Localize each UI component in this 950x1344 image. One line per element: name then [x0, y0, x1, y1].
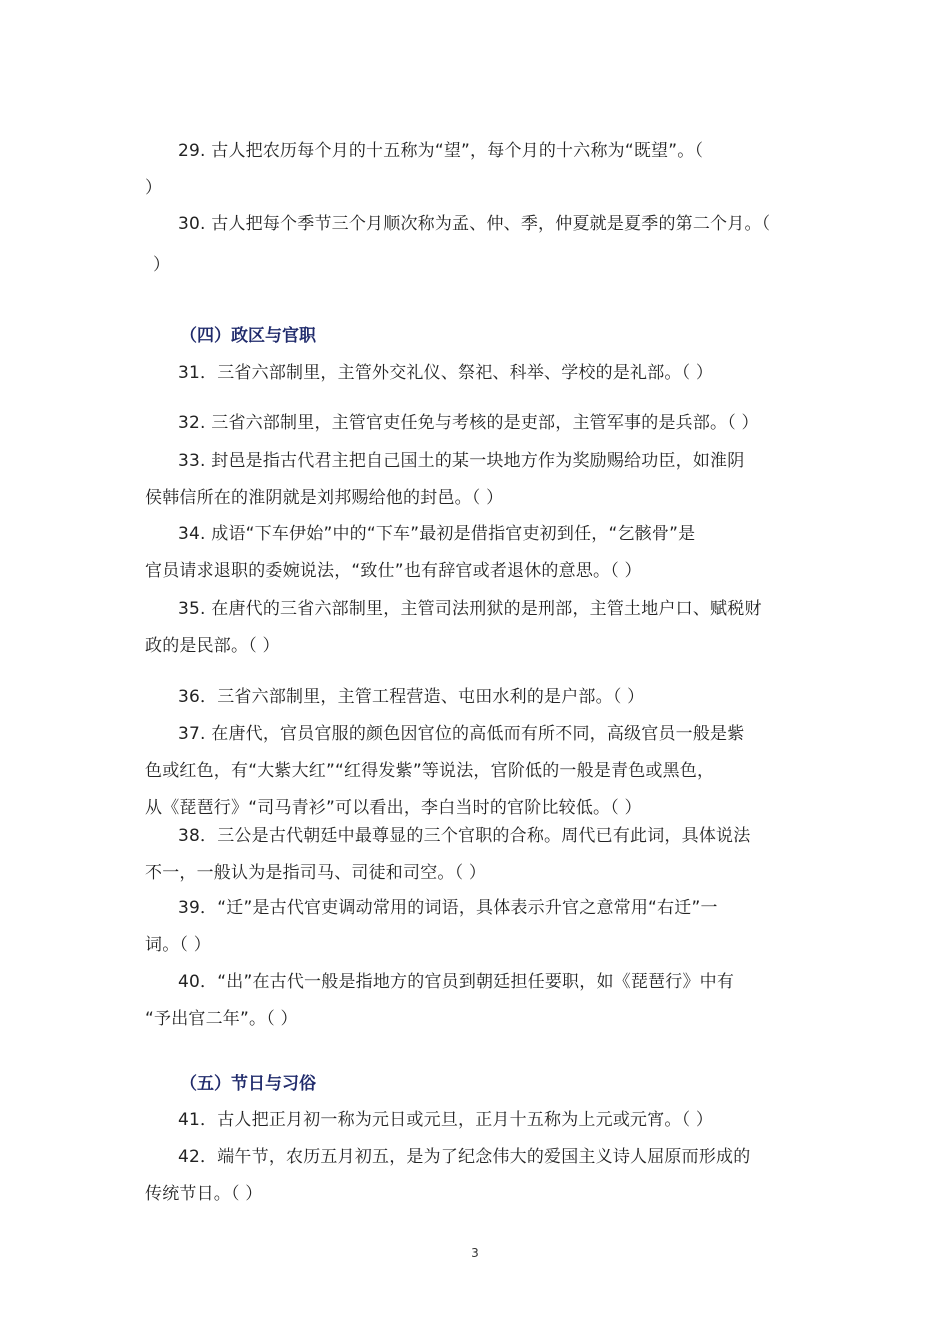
- question-32: [145, 405, 810, 442]
- question-line: 35. 在唐代的三省六部制里，主管司法刑狱的是刑部，主管土地户口、赋税财: [178, 599, 762, 619]
- question-31: [145, 355, 810, 392]
- question-line: 30. 古人把每个季节三个月顺次称为孟、仲、季，仲夏就是夏季的第二个月。（: [178, 214, 771, 234]
- question-line: 40．“出”在古代一般是指地方的官员到朝廷担任要职，如《琵琶行》中有: [178, 972, 735, 992]
- question-line: 36．三省六部制里，主管工程营造、屯田水利的是户部。（ ）: [178, 687, 645, 707]
- question-line: 37. 在唐代，官员官服的颜色因官位的高低而有所不同，高级官员一般是紫: [178, 724, 745, 744]
- question-line: 42．端午节，农历五月初五，是为了纪念伟大的爱国主义诗人屈原而形成的: [178, 1147, 751, 1167]
- question-38: [145, 818, 810, 892]
- question-line: 32. 三省六部制里，主管官吏任免与考核的是吏部，主管军事的是兵部。（ ）: [178, 413, 759, 433]
- page-number: 3: [471, 1246, 479, 1260]
- question-line: 41．古人把正月初一称为元日或元旦，正月十五称为上元或元宵。（ ）: [178, 1110, 714, 1130]
- question-line: 侯韩信所在的淮阴就是刘邦赐给他的封邑。（ ）: [145, 488, 504, 508]
- question-line: ）: [153, 255, 171, 275]
- question-line: 33. 封邑是指古代君主把自己国土的某一块地方作为奖励赐给功臣，如淮阴: [178, 451, 745, 471]
- question-line: 词。（ ）: [145, 935, 211, 955]
- question-line: ）: [145, 178, 163, 198]
- question-line: 色或红色，有“大紫大红”“红得发紫”等说法，官阶低的一般是青色或黑色，: [145, 761, 715, 781]
- question-29: [145, 133, 810, 207]
- question-35: [145, 591, 810, 665]
- question-41: [145, 1102, 810, 1139]
- question-line: 29. 古人把农历每个月的十五称为“望”，每个月的十六称为“既望”。（: [178, 141, 704, 161]
- question-42: [145, 1139, 810, 1213]
- question-line: 31．三省六部制里，主管外交礼仪、祭祀、科举、学校的是礼部。（ ）: [178, 363, 714, 383]
- question-line: 政的是民部。（ ）: [145, 636, 280, 656]
- question-40: [145, 964, 810, 1038]
- question-line: 传统节日。（ ）: [145, 1184, 263, 1204]
- question-36: [145, 679, 810, 716]
- question-line: 官员请求退职的委婉说法，“致仕”也有辞官或者退休的意思。（ ）: [145, 561, 642, 581]
- section-heading-4: （四）政区与官职: [180, 326, 316, 346]
- question-line: “予出官二年”。（ ）: [145, 1009, 298, 1029]
- question-33: [145, 443, 810, 517]
- question-39: [145, 890, 810, 964]
- question-line: 从《琵琶行》“司马青衫”可以看出，李白当时的官阶比较低。（ ）: [145, 798, 642, 818]
- question-34: [145, 516, 810, 590]
- question-line: 不一，一般认为是指司马、司徒和司空。（ ）: [145, 863, 487, 883]
- question-line: 39．“迁”是古代官吏调动常用的词语，具体表示升官之意常用“右迁”一: [178, 898, 718, 918]
- question-30: [145, 206, 810, 284]
- question-line: 34. 成语“下车伊始”中的“下车”最初是借指官吏初到任，“乞骸骨”是: [178, 524, 696, 544]
- section-heading-5: （五）节日与习俗: [180, 1074, 316, 1094]
- question-line: 38．三公是古代朝廷中最尊显的三个官职的合称。周代已有此词，具体说法: [178, 826, 751, 846]
- question-37: [145, 716, 810, 827]
